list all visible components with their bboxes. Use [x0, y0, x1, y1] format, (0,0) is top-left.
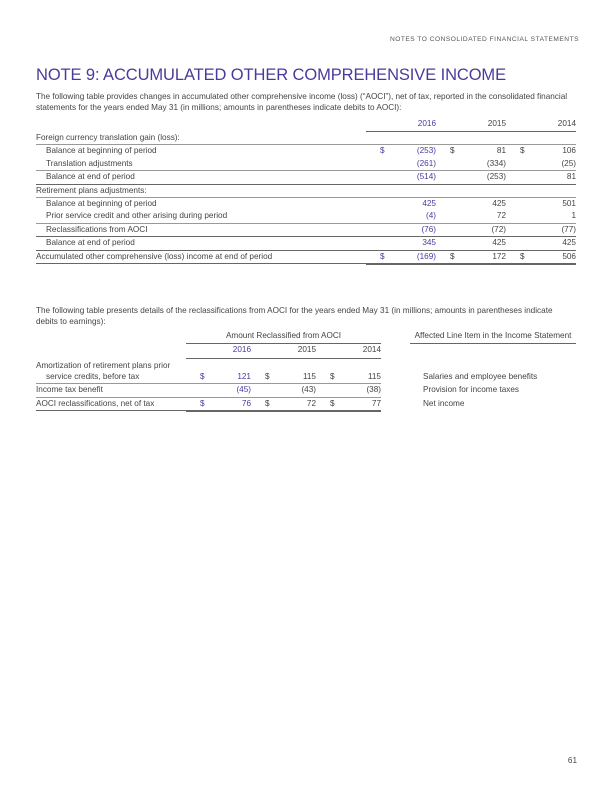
table-row: [36, 197, 576, 210]
value-2015: 172: [492, 251, 506, 261]
row-label-line-2: service credits, before tax: [46, 371, 140, 381]
year-header-2016: 2016: [186, 344, 251, 358]
year-header-2014: 2014: [506, 118, 576, 132]
value-2016: (253): [416, 146, 436, 156]
value-2016: 76: [241, 398, 251, 408]
year-header-2015: 2015: [436, 118, 506, 132]
value-2015: 425: [492, 198, 506, 208]
value-2015: 81: [496, 146, 506, 156]
table-row: [36, 158, 576, 171]
currency-symbol: $: [450, 146, 455, 156]
value-2014: 506: [562, 251, 576, 261]
value-2015: 72: [436, 210, 506, 223]
row-label: Balance at end of period: [36, 237, 366, 250]
row-label-line-1: Amortization of retirement plans prior: [36, 361, 171, 371]
value-2015: (72): [436, 223, 506, 236]
value-2014: 77: [371, 398, 381, 408]
page-title: NOTE 9: ACCUMULATED OTHER COMPREHENSIVE INCOME: [36, 66, 506, 84]
value-2016: (514): [366, 171, 436, 184]
value-2014: (77): [506, 223, 576, 236]
value-2014: (38): [316, 384, 381, 397]
affected-line-item: Salaries and employee benefits: [423, 372, 538, 382]
intro-paragraph-1: The following table provides changes in accumulated other comprehensive income (loss) (“AOCI”), net of tax, reported in the consolidated financial statements for the years ended May 31 (in millions; amounts in parentheses indicate debits to AOCI):: [36, 92, 568, 112]
table-header-row: [36, 118, 576, 132]
value-2016: 345: [366, 237, 436, 250]
table-row: [36, 210, 576, 223]
currency-symbol: $: [330, 398, 335, 408]
currency-symbol: $: [265, 398, 270, 408]
affected-line-item: Provision for income taxes: [423, 385, 520, 395]
value-2014: 425: [506, 237, 576, 250]
year-header-2015: 2015: [251, 344, 316, 358]
value-2015: 72: [306, 398, 316, 408]
currency-symbol: $: [200, 398, 205, 408]
table-row: [36, 397, 576, 411]
row-label: Reclassifications from AOCI: [36, 223, 366, 236]
row-label: Prior service credit and other arising during period: [36, 210, 366, 223]
value-2015: (334): [436, 158, 506, 171]
section-heading-row: [36, 132, 576, 145]
table-row: [36, 384, 576, 397]
intro-paragraph-2: The following table presents details of the reclassifications from AOCI for the years ended May 31 (in millions; amounts in parentheses indicate debits to earnings):: [36, 306, 553, 326]
row-label: Balance at beginning of period: [46, 198, 157, 208]
total-row: [36, 250, 576, 264]
aoci-reclassifications-table: [36, 330, 576, 412]
affected-line-item-header: Affected Line Item in the Income Statement: [410, 330, 576, 344]
table-row: [36, 358, 576, 383]
currency-symbol: $: [200, 371, 205, 381]
value-2014: 115: [367, 371, 381, 381]
value-2016: (261): [366, 158, 436, 171]
row-label: Balance at beginning of period: [46, 146, 157, 156]
currency-symbol: $: [380, 251, 385, 261]
value-2016: (169): [416, 251, 436, 261]
row-label: AOCI reclassifications, net of tax: [36, 397, 186, 411]
value-2016: (4): [366, 210, 436, 223]
currency-symbol: $: [380, 146, 385, 156]
section-header: NOTES TO CONSOLIDATED FINANCIAL STATEMENTS: [389, 36, 579, 43]
currency-symbol: $: [265, 371, 270, 381]
value-2016: 425: [422, 198, 436, 208]
amount-reclassified-header: Amount Reclassified from AOCI: [186, 330, 381, 344]
currency-symbol: $: [520, 251, 525, 261]
currency-symbol: $: [520, 146, 525, 156]
currency-symbol: $: [330, 371, 335, 381]
value-2016: 121: [237, 371, 251, 381]
value-2015: 115: [302, 371, 316, 381]
value-2014: (25): [506, 158, 576, 171]
value-2015: (43): [251, 384, 316, 397]
row-label: Income tax benefit: [36, 384, 186, 397]
value-2014: 81: [506, 171, 576, 184]
row-label: Translation adjustments: [36, 158, 366, 171]
table-row: [36, 223, 576, 236]
value-2015: 425: [436, 237, 506, 250]
year-header-2016: 2016: [366, 118, 436, 132]
section-heading: Retirement plans adjustments:: [36, 184, 366, 197]
value-2014: 501: [562, 198, 576, 208]
table-row: [36, 171, 576, 184]
value-2014: 106: [562, 146, 576, 156]
page-number: 61: [567, 756, 577, 765]
affected-line-item: Net income: [423, 398, 465, 408]
value-2014: 1: [506, 210, 576, 223]
row-label: Balance at end of period: [36, 171, 366, 184]
value-2016: (45): [186, 384, 251, 397]
year-header-2014: 2014: [316, 344, 381, 358]
section-heading-row: [36, 184, 576, 197]
table-header-row: [36, 344, 576, 358]
table-row: [36, 145, 576, 158]
currency-symbol: $: [450, 251, 455, 261]
row-label: Accumulated other comprehensive (loss) income at end of period: [36, 250, 366, 264]
table-row: [36, 237, 576, 250]
section-heading: Foreign currency translation gain (loss):: [36, 132, 366, 145]
aoci-changes-table: [36, 118, 576, 265]
value-2015: (253): [436, 171, 506, 184]
group-header-row: [36, 330, 576, 344]
value-2016: (76): [366, 223, 436, 236]
